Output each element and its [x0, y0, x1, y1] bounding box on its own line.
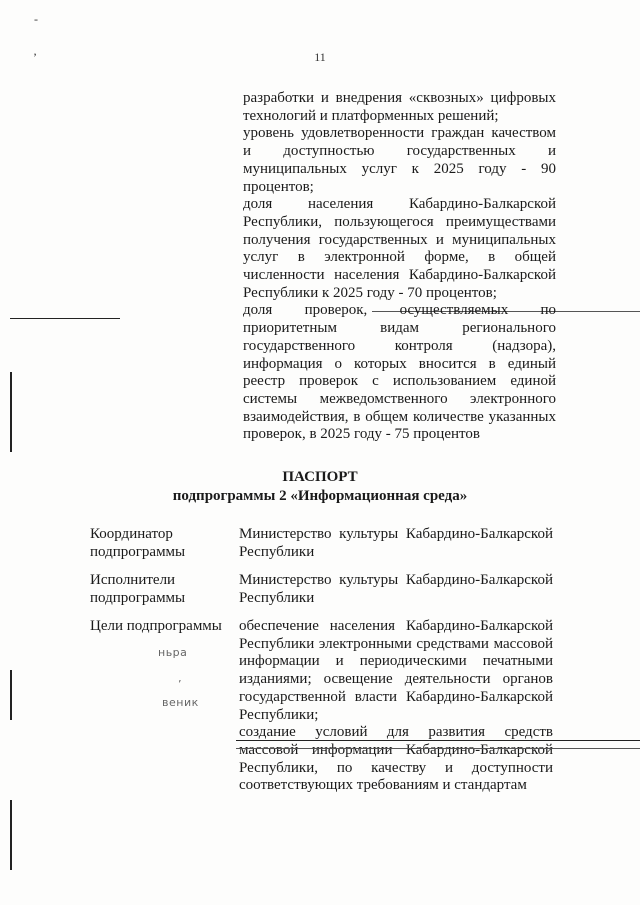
scan-edge-mark-middle	[10, 670, 12, 720]
row-label-executors: Исполнители подпрограммы	[90, 572, 186, 606]
scan-rule-left	[10, 318, 120, 319]
passport-title: ПАСПОРТ	[282, 469, 358, 485]
row-value-executors	[239, 572, 553, 607]
scan-rule-bottom	[236, 740, 640, 741]
row-label-goals: Цели подпрограммы	[90, 618, 222, 634]
faint-artifact-text: веник	[162, 696, 199, 709]
passport-subtitle: подпрограммы 2 «Информационная среда»	[172, 488, 468, 504]
target-paragraph: доля населения Кабардино-Балкарской Республики, пользующегося преимуществами получения государственных и муниципальных услуг в электронной форме, в общей численности населения Кабардино-Балкарской Республики к 2025 году - 70 процентов;	[243, 196, 556, 301]
target-paragraph: уровень удовлетворенности граждан качеством и доступностью государственных и муниципальных услуг к 2025 году - 90 процентов;	[243, 125, 556, 195]
row-label-coordinator: Координатор подпрограммы	[90, 526, 186, 560]
coordinator-text: Министерство культуры Кабардино-Балкарской Республики	[239, 526, 553, 560]
goals-paragraph: создание условий для развития средств массовой информации Кабардино-Балкарской Республики, по качеству и доступности соответствующих требованиям и стандартам	[239, 724, 553, 794]
row-value-goals	[239, 618, 553, 795]
scan-rule-bottom-2	[236, 748, 640, 749]
scan-edge-mark-upper	[10, 372, 12, 452]
goals-paragraph: обеспечение населения Кабардино-Балкарской Республики электронными средствами массовой информации и периодическими печатными изданиями; освещение деятельности органов государственной власти Кабардино-Балкарской Республики;	[239, 618, 553, 723]
continued-targets-text	[243, 90, 556, 444]
passport-heading	[0, 468, 640, 506]
faint-artifact-text: ньра	[158, 646, 188, 659]
target-paragraph: доля проверок, осуществляемых по приоритетным видам регионального государственного контроля (надзора), информация о которых вносится в единый реестр проверок с использованием единой системы межведомственного электронного взаимодействия, в общем количестве указанных проверок, в 2025 году - 75 процентов	[243, 302, 556, 443]
page-number: 11	[314, 50, 326, 64]
executors-text: Министерство культуры Кабардино-Балкарской Республики	[239, 572, 553, 606]
target-paragraph: разработки и внедрения «сквозных» цифровых технологий и платформенных решений;	[243, 90, 556, 124]
margin-mark-top: -	[34, 12, 38, 26]
row-value-coordinator	[239, 526, 553, 561]
scan-edge-mark-lower	[10, 800, 12, 870]
margin-mark-second: ’	[33, 50, 37, 64]
faint-artifact-text: ’	[178, 678, 182, 691]
